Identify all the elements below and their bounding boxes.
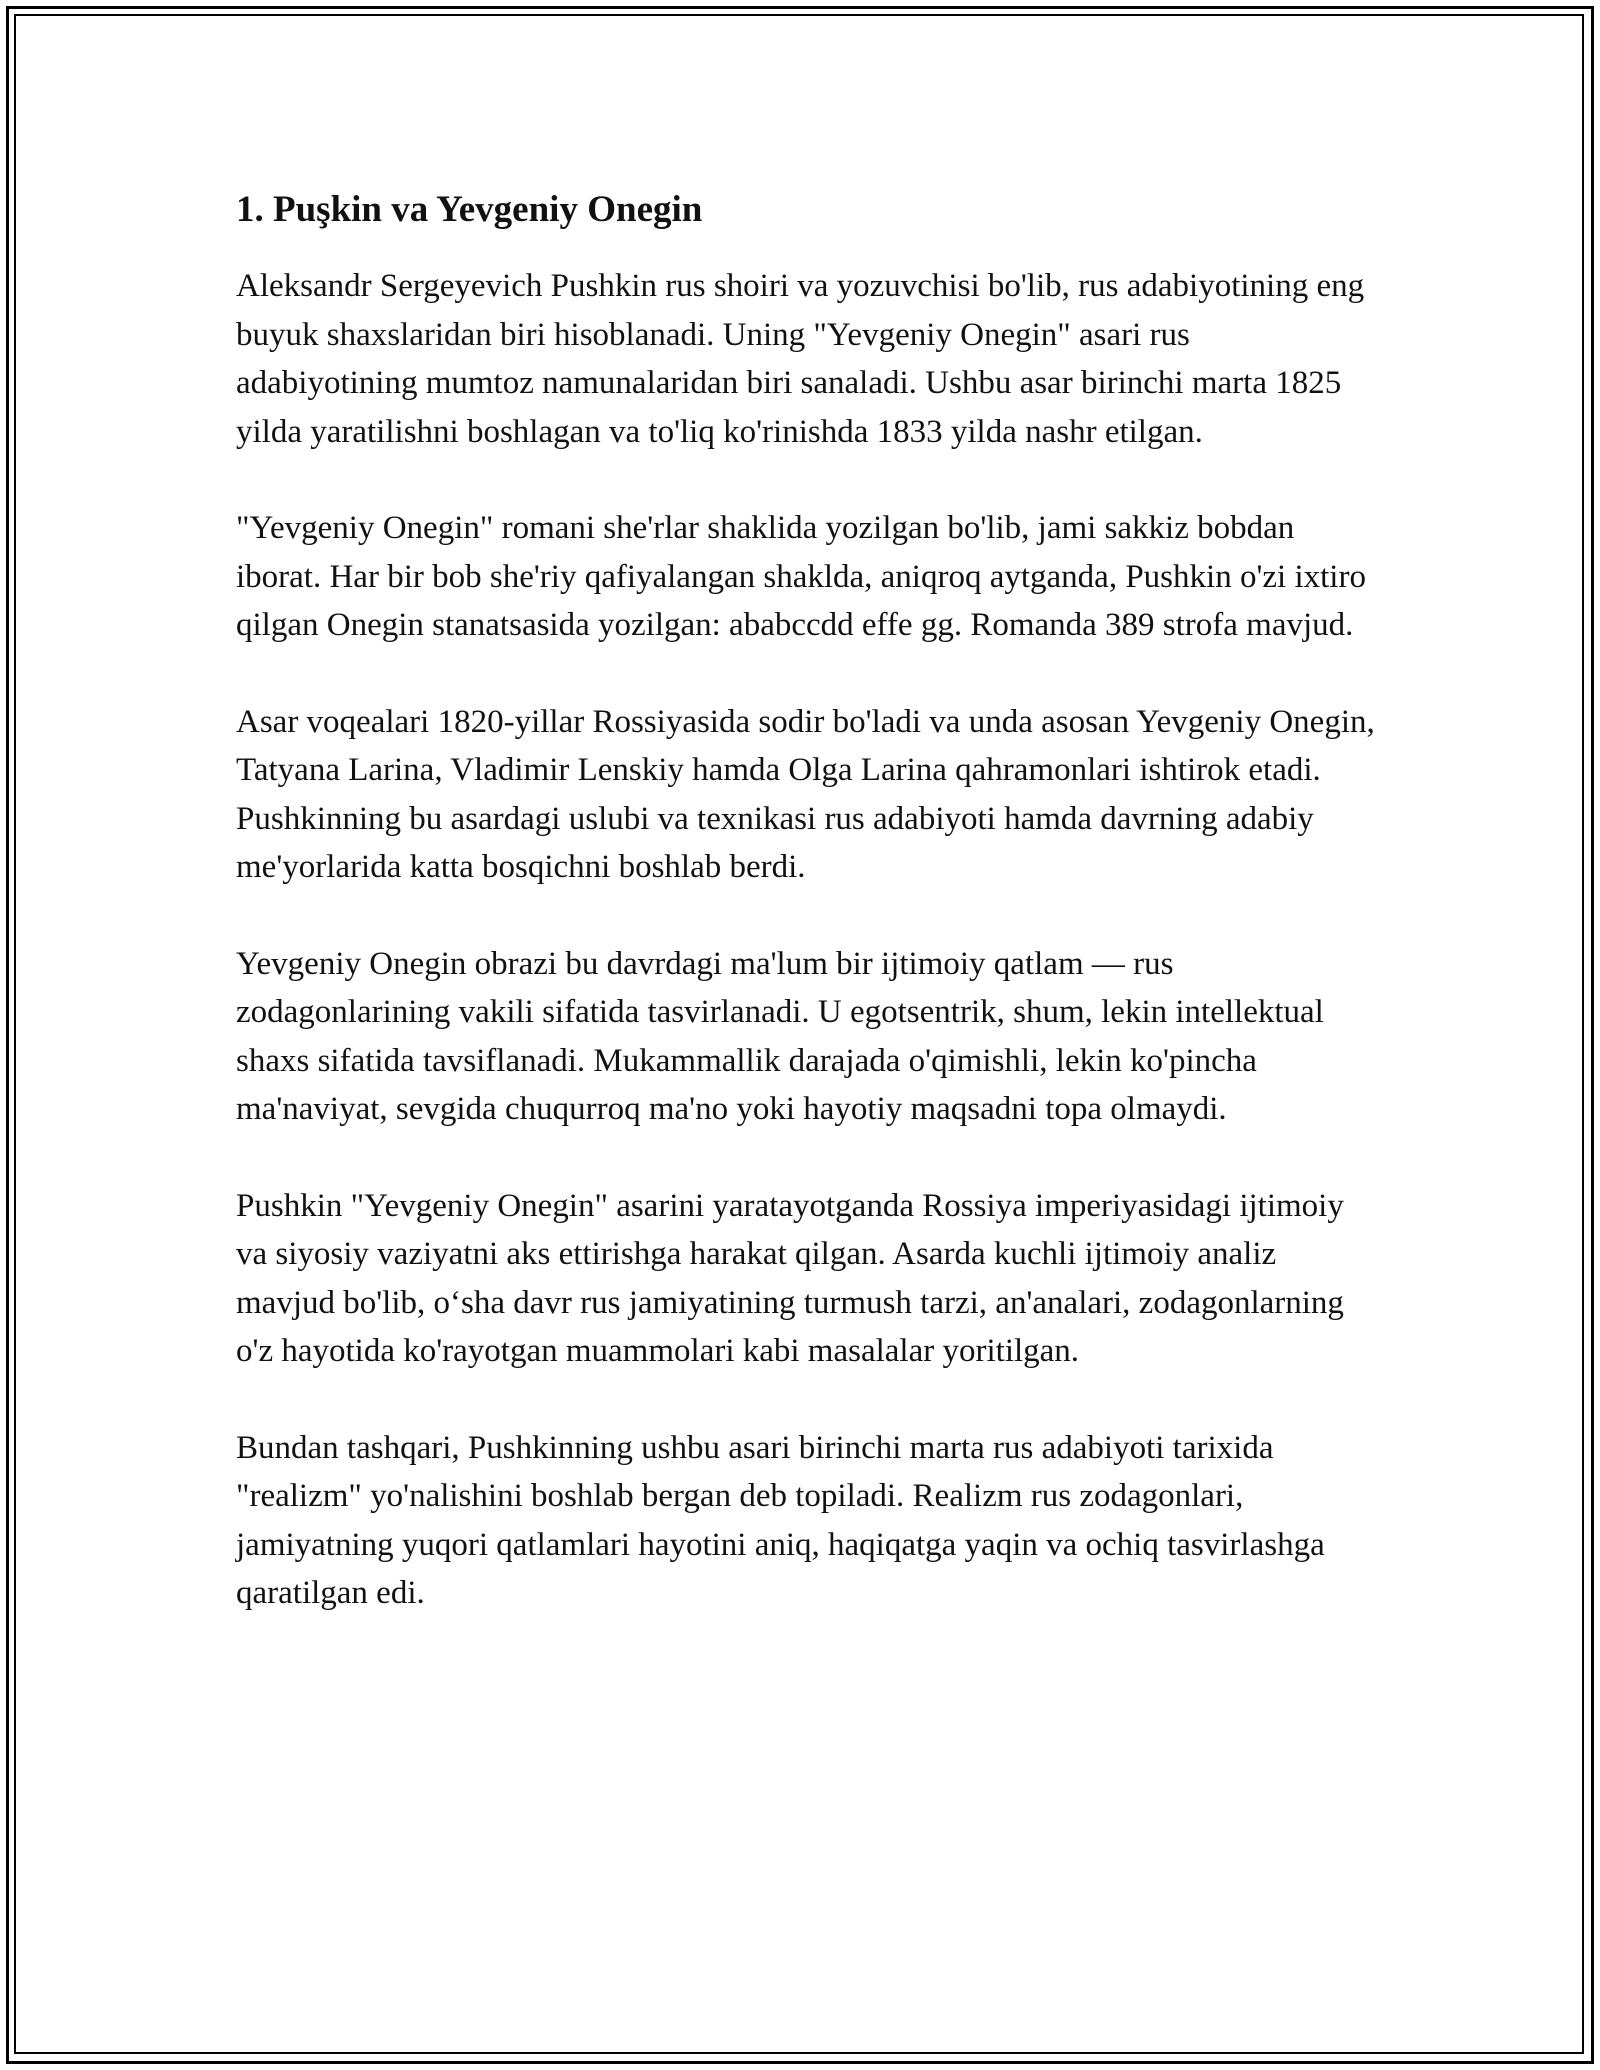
paragraph-novel-form: "Yevgeniy Onegin" romani she'rlar shaklida yozilgan bo'lib, jami sakkiz bobdan iborat. Har bir bob she'riy qafiyalangan shaklda, aniqroq aytganda, Pushkin o'zi ixtiro qilgan Onegin stanatsasida yozilgan: ababccdd effe gg. Romanda 389 strofa mavjud. (236, 510, 1366, 643)
paragraph-pushkin-intro: Aleksandr Sergeyevich Pushkin rus shoiri va yozuvchisi bo'lib, rus adabiyotining eng buyuk shaxslaridan biri hisoblanadi. Uning "Yevgeniy Onegin" asari rus adabiyotining mumtoz namunalaridan biri sanaladi. Ushbu asar birinchi marta 1825 yilda yaratilishni boshlagan va to'liq ko'rinishda 1833 yilda nashr etilgan. (236, 268, 1365, 450)
paragraph-onegin-image: Yevgeniy Onegin obrazi bu davrdagi ma'lum bir ijtimoiy qatlam — rus zodagonlarining vakili sifatida tasvirlanadi. U egotsentrik, shum, lekin intellektual shaxs sifatida tavsiflanadi. Mukammallik darajada o'qimishli, lekin ko'pincha ma'naviyat, sevgida chuqurroq ma'no yoki hayotiy maqsadni topa olmaydi. (236, 945, 1324, 1127)
paragraph-realism: Bundan tashqari, Pushkinning ushbu asari birinchi marta rus adabiyoti tarixida "realizm" yo'nalishini boshlab bergan deb topiladi. Realizm rus zodagonlari, jamiyatning yuqori qatlamlari hayotini aniq, haqiqatga yaqin va ochiq tasvirlashga qaratilgan edi. (236, 1429, 1325, 1611)
paragraph-plot-characters: Asar voqealari 1820-yillar Rossiyasida sodir bo'ladi va unda asosan Yevgeniy Onegin, Tatyana Larina, Vladimir Lenskiy hamda Olga Larina qahramonlari ishtirok etadi. Pushkinning bu asardagi uslubi va texnikasi rus adabiyoti hamda davrning adabiy me'yorlarida katta bosqichni boshlab berdi. (236, 703, 1375, 885)
section-heading: 1. Puşkin va Yevgeniy Onegin (236, 189, 703, 230)
paragraph-social-analysis: Pushkin "Yevgeniy Onegin" asarini yaratayotganda Rossiya imperiyasidagi ijtimoiy va siyosiy vaziyatni aks ettirishga harakat qilgan. Asarda kuchli ijtimoiy analiz mavjud bo'lib, o‘sha davr rus jamiyatining turmush tarzi, an'analari, zodagonlarning o'z hayotida ko'rayotgan muammolari kabi masalalar yoritilgan. (236, 1187, 1344, 1369)
document-body (236, 186, 1376, 1666)
